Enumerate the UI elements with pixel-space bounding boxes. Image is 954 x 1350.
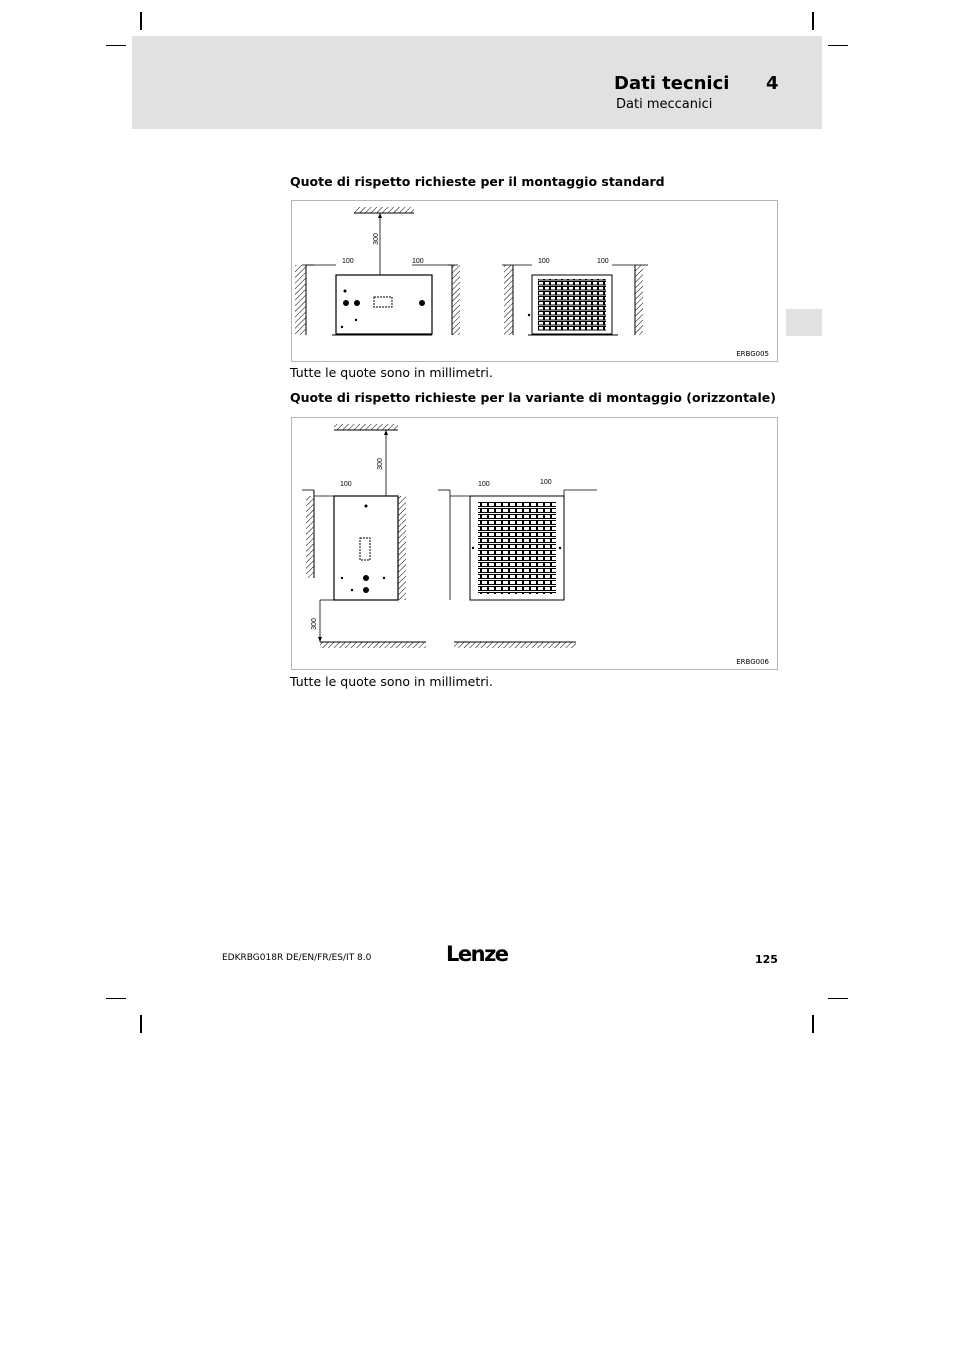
crop-mark xyxy=(140,1015,142,1033)
floor-hatch xyxy=(454,642,576,648)
units-note: Tutte le quote sono in millimetri. xyxy=(290,674,493,689)
drawing-standard-mounting xyxy=(292,201,779,363)
crop-mark xyxy=(812,12,814,30)
left-wall-hatch xyxy=(295,265,306,335)
device-front xyxy=(336,275,432,334)
right-wall-hatch xyxy=(452,265,460,335)
section-heading-standard: Quote di rispetto richieste per il montaggio standard xyxy=(290,174,665,189)
chapter-subtitle: Dati meccanici xyxy=(616,97,713,112)
figure-standard-mounting xyxy=(291,200,778,362)
page-number: 125 xyxy=(755,953,778,966)
section-heading-horizontal: Quote di rispetto richieste per la variante di montaggio (orizzontale) xyxy=(290,390,776,405)
right-wall-hatch xyxy=(635,265,643,335)
crop-mark xyxy=(106,45,126,46)
dim-bottom-label: 300 xyxy=(311,618,318,630)
chapter-side-tab xyxy=(786,309,822,336)
crop-mark xyxy=(106,998,126,999)
crop-mark xyxy=(828,45,848,46)
figure-code: ERBG006 xyxy=(736,658,769,666)
dim-left-label: 100 xyxy=(478,481,490,488)
drawing-horizontal-mounting xyxy=(292,418,779,671)
ceiling-hatch xyxy=(334,424,398,430)
right-wall-hatch xyxy=(398,496,406,600)
footer-doc-ref: EDKRBG018R DE/EN/FR/ES/IT 8.0 xyxy=(222,953,372,963)
dim-top-label: 300 xyxy=(377,458,384,470)
crop-mark xyxy=(812,1015,814,1033)
dim-top-label: 300 xyxy=(373,233,380,245)
device-front xyxy=(334,496,398,600)
dim-left-label: 100 xyxy=(340,481,352,488)
crop-mark xyxy=(828,998,848,999)
left-wall-hatch xyxy=(504,265,513,335)
dim-left-label: 100 xyxy=(342,258,354,265)
dim-right-label: 100 xyxy=(412,258,424,265)
crop-mark xyxy=(140,12,142,30)
dim-right-label: 100 xyxy=(597,258,609,265)
ceiling-hatch xyxy=(354,207,414,213)
dim-left-label: 100 xyxy=(538,258,550,265)
left-wall-hatch xyxy=(306,496,314,578)
units-note: Tutte le quote sono in millimetri. xyxy=(290,365,493,380)
figure-code: ERBG005 xyxy=(736,350,769,358)
figure-horizontal-mounting xyxy=(291,417,778,670)
chapter-number: 4 xyxy=(766,73,779,94)
dim-right-label: 100 xyxy=(540,479,552,486)
lenze-logo: Lenze xyxy=(446,942,508,966)
chapter-title: Dati tecnici xyxy=(614,73,730,94)
floor-hatch xyxy=(320,642,426,648)
